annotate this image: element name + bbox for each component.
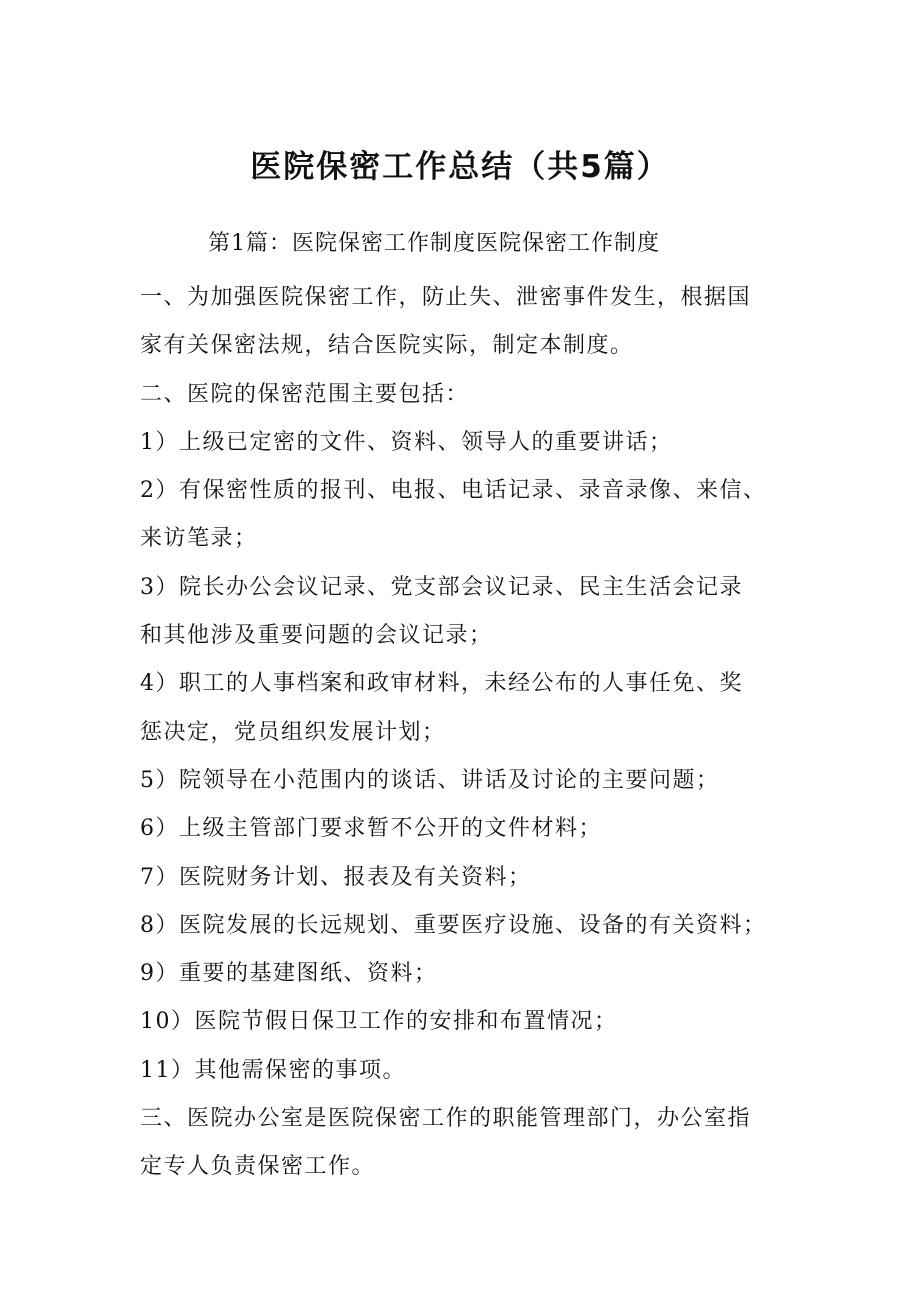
list-item: 6）上级主管部门要求暂不公开的文件材料；	[140, 816, 602, 842]
list-item: 1）上级已定密的文件、资料、领导人的重要讲话；	[140, 429, 673, 455]
paragraph-line: 家有关保密法规，结合医院实际，制定本制度。	[140, 333, 634, 359]
list-item: 8）医院发展的长远规划、重要医疗设施、设备的有关资料；	[140, 912, 767, 938]
paragraph-line: 定专人负责保密工作。	[140, 1154, 376, 1180]
list-item: 惩决定，党员组织发展计划；	[140, 719, 446, 745]
document-subtitle: 第1篇：医院保密工作制度医院保密工作制度	[208, 231, 660, 256]
list-item: 9）重要的基建图纸、资料；	[140, 961, 438, 987]
document-title: 医院保密工作总结（共5篇）	[250, 149, 670, 185]
paragraph-line: 二、医院的保密范围主要包括：	[140, 381, 470, 407]
paragraph-line: 三、医院办公室是医院保密工作的职能管理部门，办公室指	[140, 1106, 752, 1132]
list-item: 3）院长办公会议记录、党支部会议记录、民主生活会记录	[140, 574, 743, 600]
document-body	[140, 274, 800, 1192]
list-item: 10）医院节假日保卫工作的安排和布置情况；	[140, 1009, 618, 1035]
list-item: 11）其他需保密的事项。	[140, 1057, 406, 1083]
paragraph-line: 一、为加强医院保密工作，防止失、泄密事件发生，根据国	[140, 285, 752, 310]
list-item: 4）职工的人事档案和政审材料，未经公布的人事任免、奖	[140, 671, 743, 697]
list-item: 5）院领导在小范围内的谈话、讲话及讨论的主要问题；	[140, 767, 720, 793]
list-item: 和其他涉及重要问题的会议记录；	[140, 623, 493, 649]
list-item: 2）有保密性质的报刊、电报、电话记录、录音录像、来信、	[140, 478, 767, 504]
list-item: 来访笔录；	[140, 526, 258, 552]
list-item: 7）医院财务计划、报表及有关资料；	[140, 864, 532, 890]
